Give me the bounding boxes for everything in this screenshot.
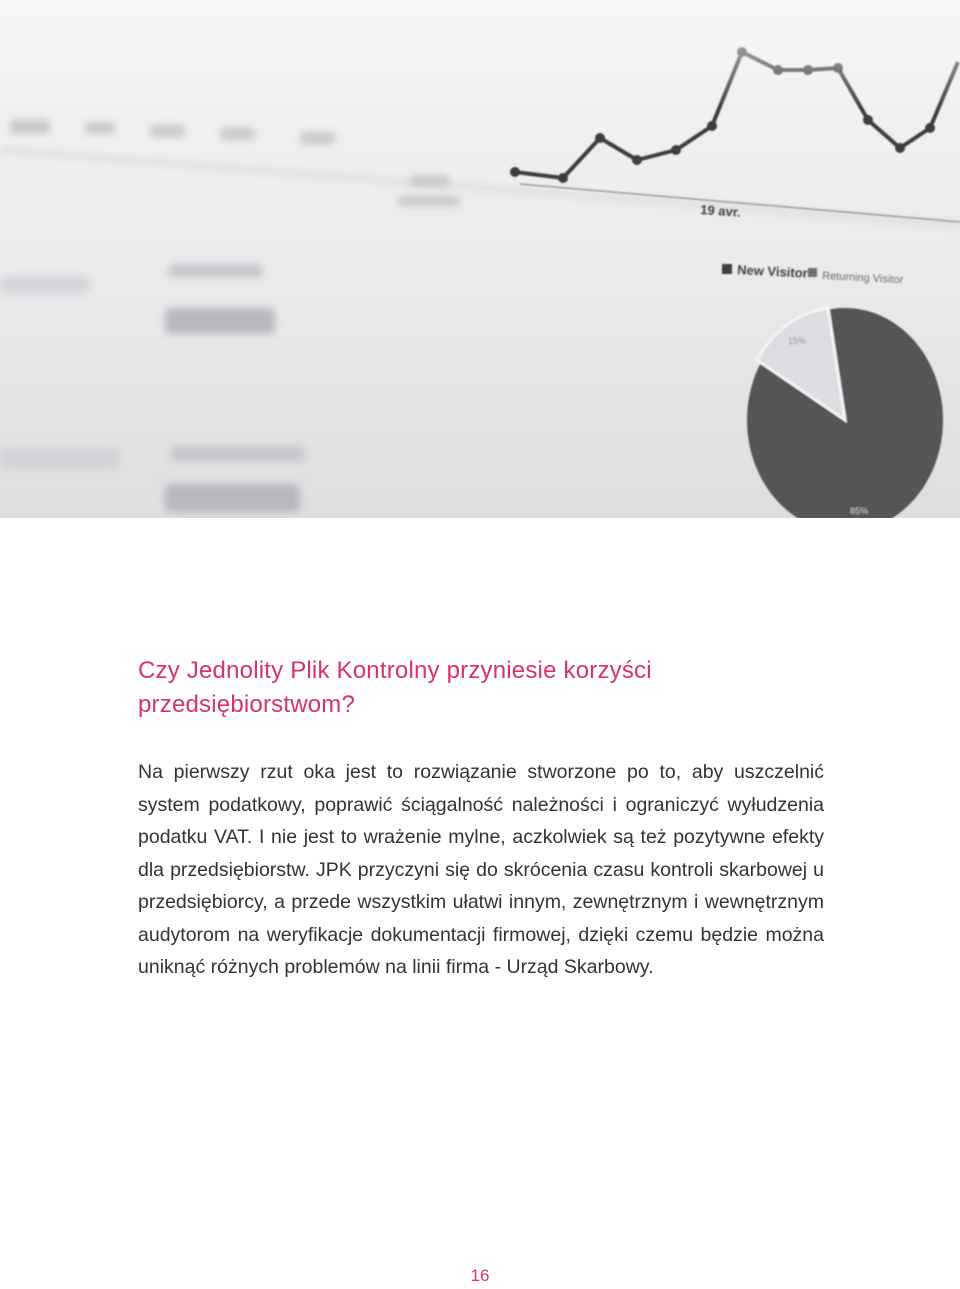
article-paragraph: Na pierwszy rzut oka jest to rozwiązanie stworzone po to, aby uszczelnić system podatkowy, poprawić ściągalność należności i ograniczyć wyłudzenia podatku VAT. I nie jest to wrażenie mylne, aczkolwiek są też pozytywne efekty dla przedsiębiorstw. JPK przyczyni się do skrócenia czasu kontroli skarbowej u przedsiębiorcy, a przede wszystkim ułatwi innym, zewnętrznym i wewnętrznym audytorom na weryfikacje dokumentacji firmowej, dzięki czemu będzie można uniknąć różnych problemów na linii firma - Urząd Skarbowy. bbox=[138, 761, 824, 978]
pie-chart bbox=[747, 308, 943, 518]
pie-label-large: 85% bbox=[850, 506, 869, 516]
legend-new-visitor: New Visitor bbox=[736, 262, 809, 281]
chart-date-label: 19 avr. bbox=[699, 202, 742, 220]
article-heading: Czy Jednolity Plik Kontrolny przyniesie korzyści przedsiębiorstwom? bbox=[138, 657, 652, 718]
analytics-screen-illustration bbox=[0, 0, 960, 518]
pie-label-small: 15% bbox=[788, 336, 807, 346]
chart-legend bbox=[722, 262, 904, 286]
legend-returning-visitor: Returning Visitor bbox=[821, 270, 904, 287]
hero-photo bbox=[0, 0, 960, 518]
page-number: 16 bbox=[470, 1266, 490, 1285]
blurred-ui-blocks bbox=[0, 120, 460, 512]
